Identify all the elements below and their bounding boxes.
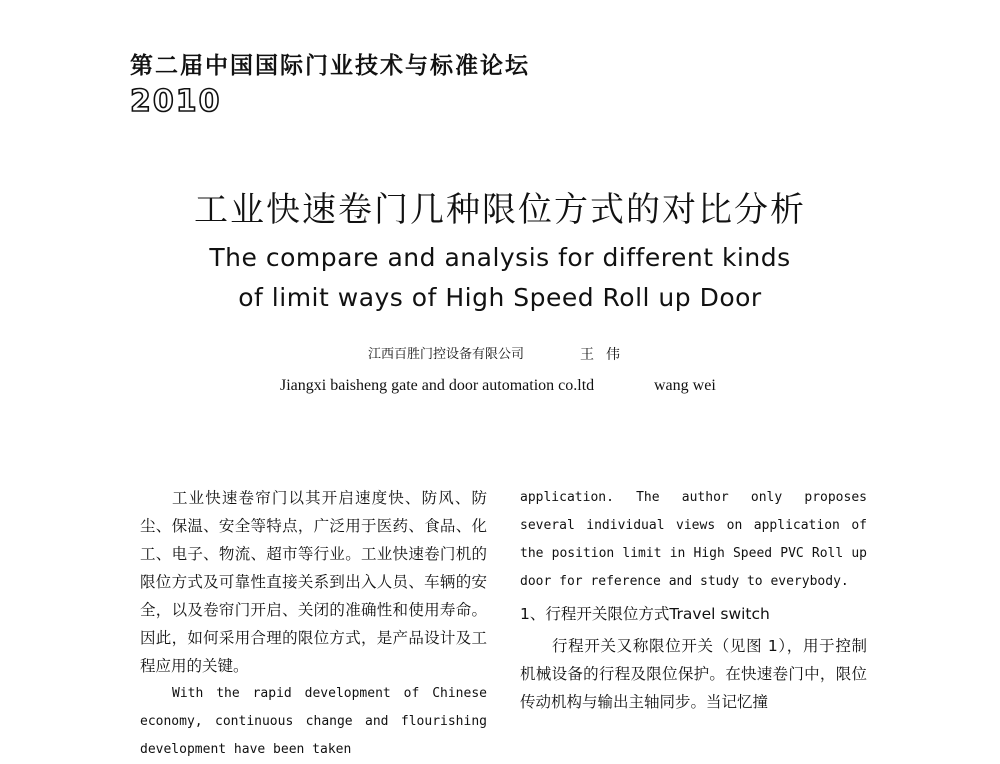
abstract-english: With the rapid development of Chinese economy, continuous change and flourishing development have been taken: [140, 686, 487, 757]
right-column: [520, 484, 867, 716]
abstract-chinese: 工业快速卷帘门以其开启速度快、防风、防尘、保温、安全等特点，广泛用于医药、食品、化工、电子、物流、超市等行业。工业快速卷门机的限位方式及可靠性直接关系到出入人员、车辆的安全，以及卷帘门开启、关闭的准确性和使用寿命。因此，如何采用合理的限位方式，是产品设计及工程应用的关键。: [140, 489, 487, 675]
affiliation-chinese: 江西百胜门控设备有限公司: [368, 347, 525, 362]
conference-title: 第二届中国国际门业技术与标准论坛: [130, 53, 530, 79]
abstract-english-continued: application. The author only proposes several individual views on application of the position limit in High Speed PVC Roll up door for reference and study to everybody.: [520, 490, 867, 589]
author-name-english: wang wei: [654, 377, 716, 394]
author-name-chinese: 王伟: [580, 347, 632, 363]
left-column: [140, 484, 487, 764]
section-1-heading: 1、行程开关限位方式Travel switch: [520, 605, 770, 623]
paper-title-english-line2: of limit ways of High Speed Roll up Door: [238, 283, 762, 312]
conference-year: 2010: [130, 84, 222, 119]
section-1-text: 行程开关又称限位开关（见图 1），用于控制机械设备的行程及限位保护。在快速卷门中，限位传动机构与输出主轴同步。当记忆撞: [520, 637, 867, 711]
paper-title-english-line1: The compare and analysis for different kinds: [209, 243, 791, 272]
affiliation-english: Jiangxi baisheng gate and door automation co.ltd: [280, 377, 595, 394]
paper-title-chinese: 工业快速卷门几种限位方式的对比分析: [194, 190, 806, 230]
